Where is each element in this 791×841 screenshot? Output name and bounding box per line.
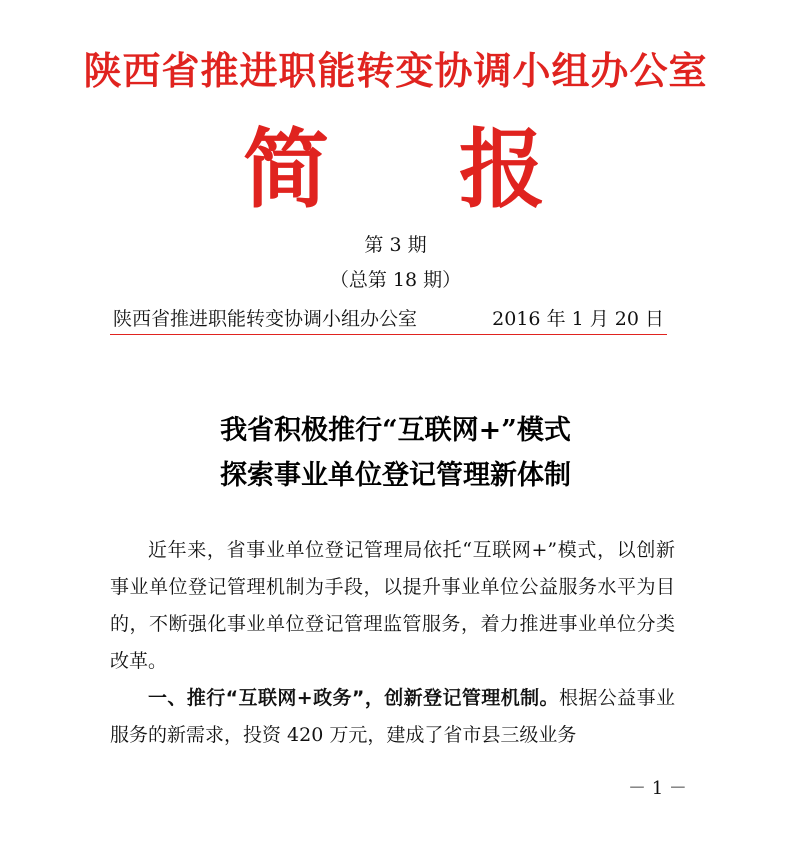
section-1-text: 根据公益事业服务的新需求，投资 420 万元，建成了省市县三级业务 [110, 687, 675, 746]
red-divider-line [110, 334, 667, 335]
article-title-line-1: 我省积极推行“互联网+”模式 [220, 415, 571, 446]
issue-date: 2016 年 1 月 20 日 [492, 308, 664, 330]
article-section-1 [110, 680, 675, 754]
org-header-title: 陕西省推进职能转变协调小组办公室 [83, 48, 708, 93]
page-number: － 1 － [628, 778, 687, 799]
issue-number: 第 3 期 [364, 234, 427, 256]
doc-type-char-bao: 报 [459, 119, 545, 220]
issuer-name: 陕西省推进职能转变协调小组办公室 [113, 308, 418, 330]
section-1-heading: 一、推行“互联网+政务”，创新登记管理机制。 [148, 687, 559, 709]
article-paragraph-1: 近年来，省事业单位登记管理局依托“互联网+”模式，以创新事业单位登记管理机制为手段，以提升事业单位公益服务水平为目的，不断强化事业单位登记管理监管服务，着力推进事业单位分类改革。 [110, 539, 675, 672]
issuer-date-row [113, 304, 664, 332]
article-body [110, 532, 675, 754]
article-title-line-2: 探索事业单位登记管理新体制 [220, 460, 571, 491]
doc-type-heading [0, 120, 791, 220]
doc-type-char-jian: 简 [243, 119, 329, 220]
issue-total-number: （总第 18 期） [329, 269, 462, 291]
